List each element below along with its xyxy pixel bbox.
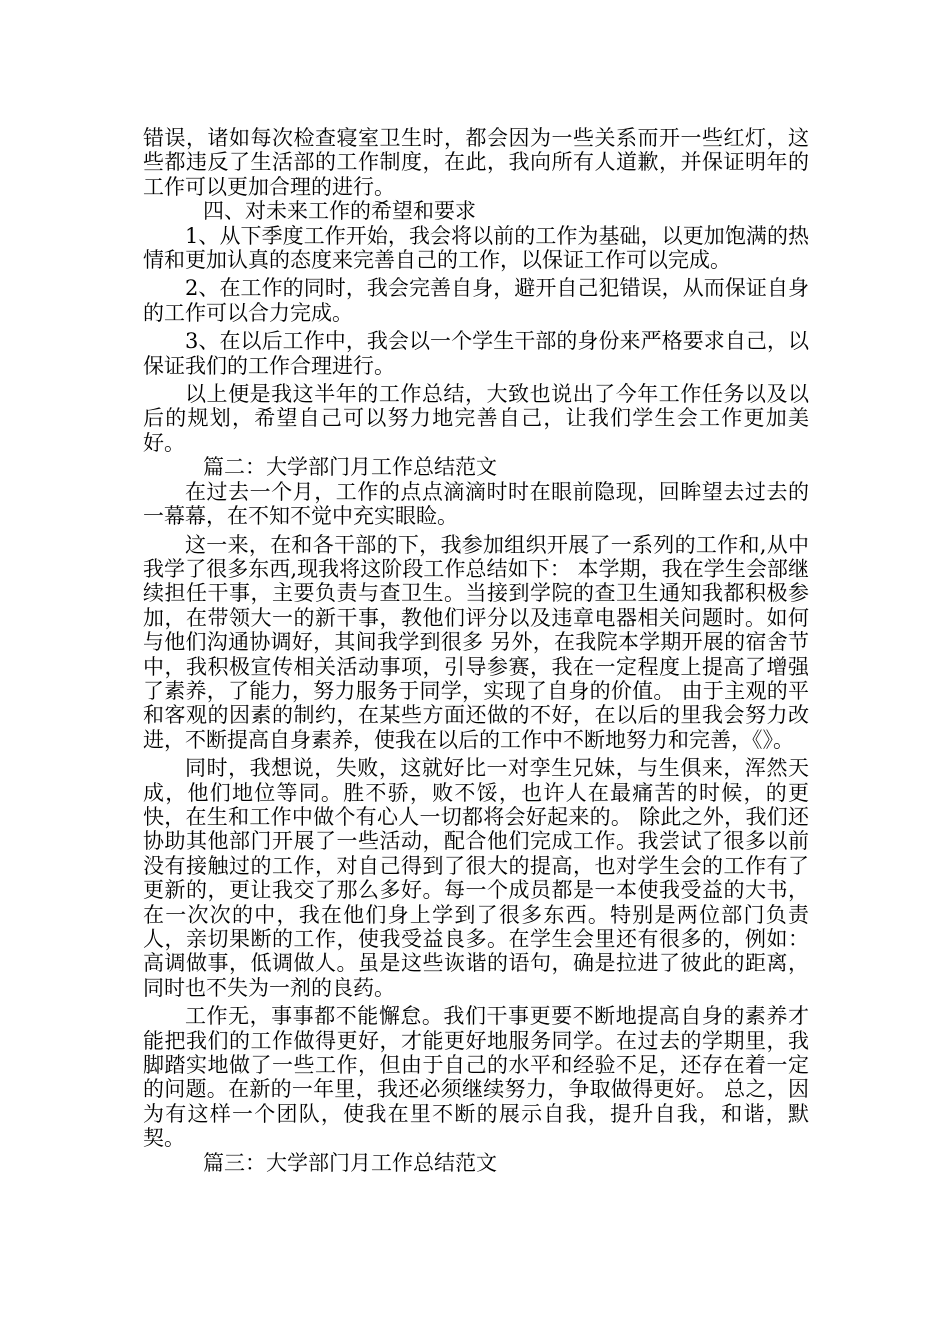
paragraph-item-1: 1、从下季度工作开始，我会将以前的工作为基础，以更加饱满的热情和更加认真的态度来完善自己的工作，以保证工作可以完成。: [143, 223, 809, 273]
section-heading-part-three: 篇三：大学部门月工作总结范文: [203, 1150, 497, 1175]
document-page: [143, 126, 809, 1175]
paragraph-part-two-summary: 工作无，事事都不能懈怠。我们干事更要不断地提高自身的素养才能把我们的工作做得更好，才能更好地服务同学。在过去的学期里，我脚踏实地做了一些工作，但由于自己的水平和经验不足，还存在着一定的问题。在新的一年里，我还必须继续努力，争取做得更好。 总之，因为有这样一个团队，使我在里不断的展示自我，提升自我，和谐，默契。: [143, 1004, 809, 1151]
paragraph-item-2: 2、在工作的同时，我会完善自身，避开自己犯错误，从而保证自身的工作可以合力完成。: [143, 276, 809, 325]
paragraph-part-two-intro: 在过去一个月，工作的点点滴滴时时在眼前隐现，回眸望去过去的一幕幕，在不知不觉中充实眼睑。: [143, 479, 809, 529]
paragraph-dormitory-apology: 错误，诸如每次检查寝室卫生时，都会因为一些关系而开一些红灯，这些都违反了生活部的工作制度，在此，我向所有人道歉，并保证明年的工作可以更加合理的进行。: [143, 126, 809, 199]
paragraph-conclusion: 以上便是我这半年的工作总结，大致也说出了今年工作任务以及以后的规划，希望自己可以努力地完善自己，让我们学生会工作更加美好。: [143, 382, 809, 455]
paragraph-part-two-reflection: 同时，我想说，失败，这就好比一对孪生兄妹，与生俱来，浑然天成，他们地位等同。胜不骄，败不馁，也许人在最痛苦的时候，的更快，在生和工作中做个有心人一切都将会好起来的。 除此之外，我们还协助其他部门开展了一些活动，配合他们完成工作。我尝试了很多以前没有接触过的工作，对自己得到了很大的提高，也对学生会的工作有了更新的，更让我交了那么多好。每一个成员都是一本使我受益的大书，在一次次的中，我在他们身上学到了很多东西。特别是两位部门负责人，亲切果断的工作，使我受益良多。在学生会里还有很多的，例如：高调做事，低调做人。虽是这些诙谐的语句，确是拉进了彼此的距离，同时也不失为一剂的良药。: [143, 756, 809, 1000]
section-heading-part-two: 篇二：大学部门月工作总结范文: [203, 455, 497, 480]
paragraph-part-two-work: 这一来，在和各干部的下，我参加组织开展了一系列的工作和,从中我学了很多东西,现我将这阶段工作总结如下： 本学期，我在学生会部继续担任干事，主要负责与查卫生。当接到学院的查卫生通知我都积极参加，在带领大一的新干事，教他们评分以及违章电器相关问题时。如何与他们沟通协调好，其间我学到很多 另外，在我院本学期开展的宿舍节中，我积极宣传相关活动事项，引导参赛，我在一定程度上提高了增强了素养，了能力，努力服务于同学，实现了自身的价值。 由于主观的平和客观的因素的制约，在某些方面还做的不好，在以后的里我会努力改进，不断提高自身素养，使我在以后的工作中不断地努力和完善，《》。: [143, 532, 809, 752]
paragraph-item-3: 3、在以后工作中，我会以一个学生干部的身份来严格要求自己，以保证我们的工作合理进行。: [143, 329, 809, 378]
section-heading-future-work: 四、对未来工作的希望和要求: [203, 199, 476, 224]
